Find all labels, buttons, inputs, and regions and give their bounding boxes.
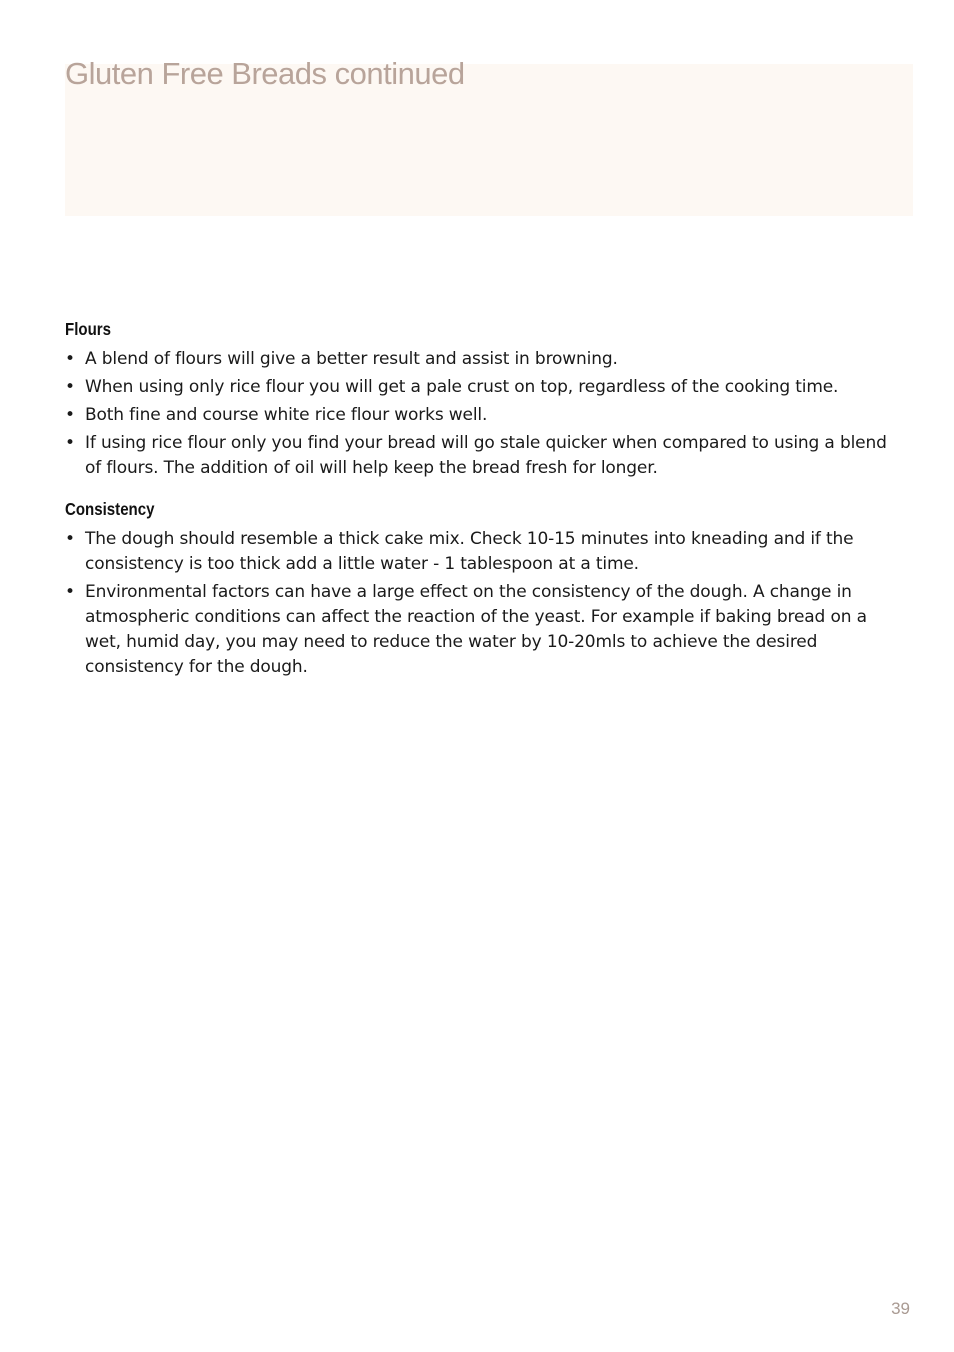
list-item-text: A blend of flours will give a better result and assist in browning. xyxy=(85,349,618,369)
section-heading: Consistency xyxy=(65,499,155,519)
list-item-text: The dough should resemble a thick cake mix. Check 10-15 minutes into kneading and if the consistency is too thick add a little water - 1 tablespoon at a time. xyxy=(85,529,854,574)
bullet-list xyxy=(65,527,895,680)
list-item xyxy=(65,527,895,577)
list-item-text: When using only rice flour you will get a pale crust on top, regardless of the cooking time. xyxy=(85,377,839,397)
list-item xyxy=(65,580,895,680)
bullet-icon: • xyxy=(65,377,75,397)
list-item xyxy=(65,375,895,400)
page-title: Gluten Free Breads continued xyxy=(65,56,465,91)
list-item xyxy=(65,347,895,372)
list-item xyxy=(65,403,895,428)
page-number: 39 xyxy=(891,1299,910,1318)
section-heading: Flours xyxy=(65,319,111,339)
bullet-icon: • xyxy=(65,405,75,425)
page-content xyxy=(65,317,895,683)
section-consistency xyxy=(65,497,895,680)
list-item-text: If using rice flour only you find your bread will go stale quicker when compared to using a blend of flours. The addition of oil will help keep the bread fresh for longer. xyxy=(85,433,887,478)
bullet-icon: • xyxy=(65,529,75,549)
bullet-icon: • xyxy=(65,349,75,369)
section-flours xyxy=(65,317,895,481)
list-item-text: Both fine and course white rice flour works well. xyxy=(85,405,488,425)
bullet-icon: • xyxy=(65,433,75,453)
list-item xyxy=(65,431,895,481)
list-item-text: Environmental factors can have a large effect on the consistency of the dough. A change in atmospheric conditions can affect the reaction of the yeast. For example if baking bread on a wet, humid day, you may need to reduce the water by 10-20mls to achieve the desired consistency for the dough. xyxy=(85,582,867,677)
bullet-list xyxy=(65,347,895,481)
bullet-icon: • xyxy=(65,582,75,602)
